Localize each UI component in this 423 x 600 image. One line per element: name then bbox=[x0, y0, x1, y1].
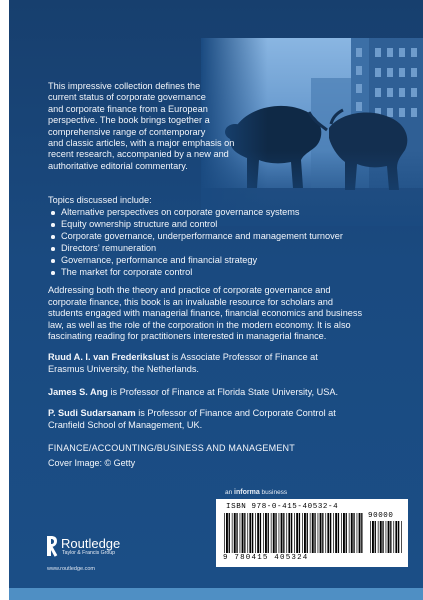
barcode-bar bbox=[375, 521, 376, 553]
price-code: 90000 bbox=[368, 512, 394, 520]
author-bio-text: Cranfield School of Management, UK. bbox=[48, 419, 203, 430]
barcode-bar bbox=[234, 513, 236, 553]
barcode-bar bbox=[296, 513, 298, 553]
intro-line: authoritative editorial commentary. bbox=[48, 160, 188, 171]
topic-item: Directors’ remuneration bbox=[48, 243, 408, 254]
barcode-bar bbox=[260, 513, 261, 553]
barcode-bar bbox=[341, 513, 342, 553]
barcode-bar bbox=[302, 513, 303, 553]
barcode-bar bbox=[307, 513, 308, 553]
barcode-bar bbox=[349, 513, 350, 553]
barcode-bar bbox=[318, 513, 319, 553]
publisher-name: Routledge bbox=[61, 536, 121, 551]
barcode-bar bbox=[398, 521, 399, 553]
barcode-bar bbox=[333, 513, 334, 553]
barcode-bar bbox=[236, 513, 237, 553]
barcode-bar bbox=[378, 521, 379, 553]
routledge-logo bbox=[45, 534, 155, 564]
intro-line: current status of corporate governance bbox=[48, 92, 206, 103]
isbn-barcode bbox=[216, 499, 408, 567]
informa-business-tag bbox=[225, 489, 287, 496]
barcode-bar bbox=[294, 513, 295, 553]
barcode-bar bbox=[271, 513, 272, 553]
barcode-bar bbox=[314, 513, 315, 553]
author-bio bbox=[48, 352, 403, 375]
topics-heading: Topics discussed include: bbox=[48, 195, 152, 205]
topics-list bbox=[48, 207, 408, 278]
intro-line: recent research, accompanied by a new and bbox=[48, 149, 229, 160]
barcode-bar bbox=[388, 521, 390, 553]
barcode-bar bbox=[240, 513, 241, 553]
barcode-bar bbox=[252, 513, 253, 553]
summary-line: fascinating reading for practitioners interested in managerial finance. bbox=[48, 331, 327, 342]
barcode-bar bbox=[322, 513, 323, 553]
barcode-addon-graphic bbox=[370, 521, 402, 553]
bottom-strip bbox=[9, 588, 423, 600]
summary-line: Addressing both the theory and practice of corporate governance and bbox=[48, 285, 331, 295]
intro-paragraph bbox=[48, 81, 268, 172]
barcode-bar bbox=[327, 513, 329, 553]
barcode-bar bbox=[226, 513, 228, 553]
barcode-bar bbox=[244, 513, 245, 553]
barcode-bar bbox=[357, 513, 358, 553]
publisher-website: www.routledge.com bbox=[47, 566, 95, 572]
author-bio-text: Erasmus University, the Netherlands. bbox=[48, 363, 199, 374]
barcode-bar bbox=[361, 513, 362, 553]
barcode-bar bbox=[386, 521, 387, 553]
author-name: P. Sudi Sudarsanam bbox=[48, 408, 136, 418]
intro-line: and corporate finance from a European bbox=[48, 103, 208, 114]
topic-item: Corporate governance, underperformance and management turnover bbox=[48, 231, 408, 242]
publisher-group: Taylor & Francis Group bbox=[62, 550, 116, 556]
barcode-bar bbox=[343, 513, 345, 553]
barcode-bar bbox=[335, 513, 337, 553]
author-bio bbox=[48, 387, 403, 399]
intro-line: This impressive collection defines the bbox=[48, 81, 201, 91]
barcode-bar bbox=[325, 513, 326, 553]
barcode-bar bbox=[273, 513, 275, 553]
barcode-bar bbox=[393, 521, 394, 553]
subject-category: FINANCE/ACCOUNTING/BUSINESS AND MANAGEMENT bbox=[48, 443, 295, 453]
barcode-bar bbox=[242, 513, 244, 553]
author-bio-text: is Associate Professor of Finance at bbox=[169, 352, 318, 362]
barcode-main-graphic bbox=[224, 513, 364, 553]
informa-brand: informa bbox=[234, 489, 260, 496]
barcode-bar bbox=[247, 513, 248, 553]
barcode-bar bbox=[353, 513, 354, 553]
author-bio bbox=[48, 408, 403, 431]
summary-line: law, as well as the role of the corporation in the modern economy. It is also bbox=[48, 319, 351, 330]
barcode-bar bbox=[320, 513, 322, 553]
barcode-bar bbox=[351, 513, 353, 553]
barcode-bar bbox=[395, 521, 397, 553]
barcode-bar bbox=[346, 513, 347, 553]
barcode-bar bbox=[268, 513, 269, 553]
barcode-bar bbox=[338, 513, 339, 553]
barcode-bar bbox=[370, 521, 371, 553]
barcode-bar bbox=[372, 521, 374, 553]
barcode-bar bbox=[291, 513, 292, 553]
barcode-bar bbox=[401, 521, 402, 553]
barcode-bar bbox=[255, 513, 256, 553]
barcode-bar bbox=[359, 513, 361, 553]
author-name: Ruud A. I. van Frederikslust bbox=[48, 352, 170, 362]
barcode-bar bbox=[232, 513, 233, 553]
topics-section bbox=[48, 195, 408, 279]
barcode-bar bbox=[382, 521, 383, 553]
intro-line: comprehensive range of contemporary bbox=[48, 126, 206, 137]
informa-prefix: an bbox=[225, 489, 235, 496]
barcode-bar bbox=[224, 513, 225, 553]
barcode-bar bbox=[249, 513, 251, 553]
barcode-bar bbox=[390, 521, 391, 553]
summary-line: corporate finance, this book is an invaluable resource for scholars and bbox=[48, 296, 333, 307]
barcode-bar bbox=[263, 513, 264, 553]
barcode-bar bbox=[312, 513, 314, 553]
topic-item: The market for corporate control bbox=[48, 267, 408, 278]
author-bio-text: is Professor of Finance at Florida State University, USA. bbox=[107, 387, 339, 397]
author-bio-text: is Professor of Finance and Corporate Control at bbox=[135, 408, 336, 418]
barcode-bar bbox=[299, 513, 300, 553]
barcode-bar bbox=[275, 513, 276, 553]
barcode-bar bbox=[380, 521, 382, 553]
barcode-bar bbox=[281, 513, 283, 553]
topic-item: Alternative perspectives on corporate governance systems bbox=[48, 207, 408, 218]
barcode-addon-bars bbox=[370, 521, 402, 553]
barcode-bar bbox=[257, 513, 259, 553]
barcode-digits: 9 780415 405324 bbox=[223, 554, 309, 562]
routledge-mark-icon bbox=[45, 534, 59, 558]
intro-line: and classic articles, with a major emphasis on bbox=[48, 138, 235, 149]
barcode-bar bbox=[288, 513, 290, 553]
topic-item: Equity ownership structure and control bbox=[48, 219, 408, 230]
isbn-number: ISBN 978-0-415-40532-4 bbox=[226, 503, 339, 511]
barcode-bar bbox=[330, 513, 331, 553]
intro-line: perspective. The book brings together a bbox=[48, 115, 210, 126]
barcode-bar bbox=[279, 513, 280, 553]
summary-paragraph bbox=[48, 285, 403, 343]
barcode-bar bbox=[265, 513, 267, 553]
cover-image-credit: Cover Image: © Getty bbox=[48, 458, 136, 468]
barcode-bar bbox=[304, 513, 306, 553]
barcode-bar bbox=[229, 513, 230, 553]
summary-line: students engaged with managerial finance, financial economics and business bbox=[48, 308, 363, 319]
barcode-bars bbox=[224, 513, 364, 553]
barcode-bar bbox=[286, 513, 287, 553]
informa-suffix: business bbox=[259, 489, 288, 496]
author-name: James S. Ang bbox=[48, 387, 108, 397]
topic-item: Governance, performance and financial strategy bbox=[48, 255, 408, 266]
barcode-bar bbox=[310, 513, 311, 553]
barcode-bar bbox=[283, 513, 284, 553]
